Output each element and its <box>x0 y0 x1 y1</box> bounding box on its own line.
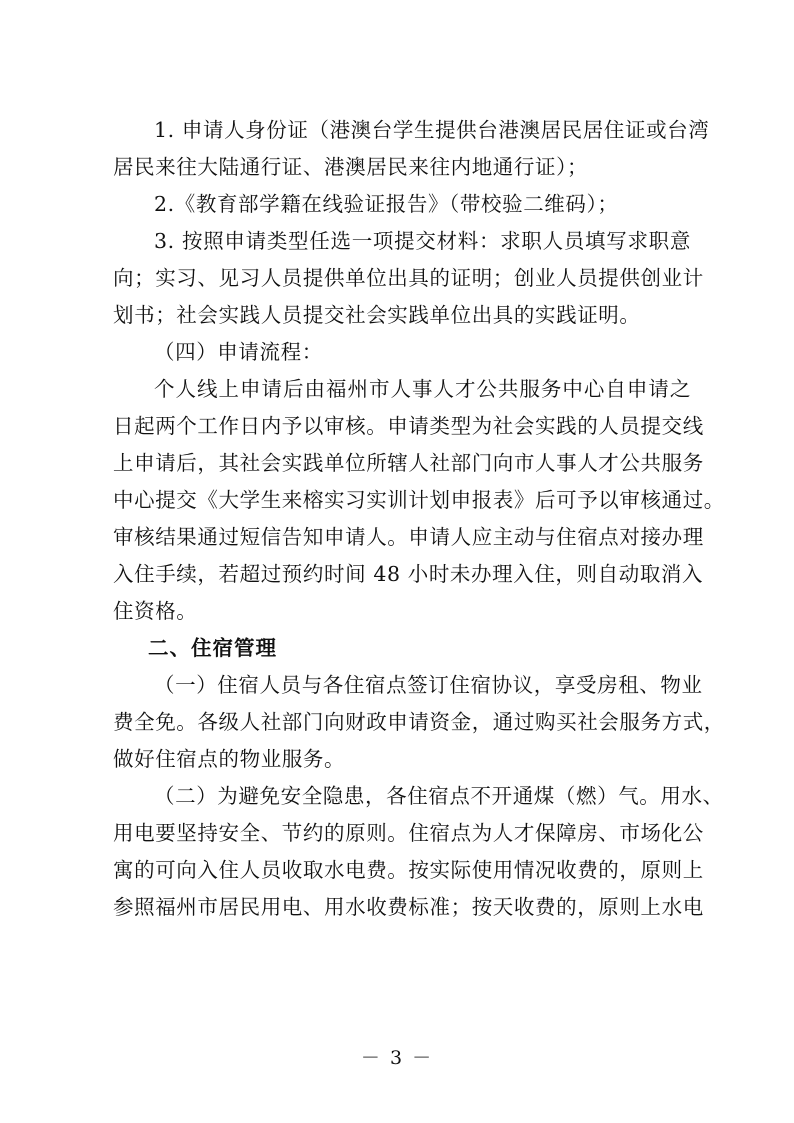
text-line: 参照福州市居民用电、用水收费标准；按天收费的，原则上水电 <box>113 895 704 919</box>
paragraph-subheading-4 <box>113 334 691 371</box>
paragraph-item-3 <box>113 223 704 334</box>
document-body <box>113 112 725 926</box>
paragraph-item-1 <box>113 112 710 186</box>
text-line: 1. 申请人身份证（港澳台学生提供台港澳居民居住证或台湾 <box>154 118 710 142</box>
text-line: 入住手续，若超过预约时间 48 小时未办理入住，则自动取消入 <box>113 562 704 586</box>
text-line: 个人线上申请后由福州市人事人才公共服务中心自申请之 <box>154 377 691 401</box>
text-line: 上申请后，其社会实践单位所辖人社部门向市人事人才公共服务 <box>113 451 704 475</box>
text-line: 日起两个工作日内予以审核。申请类型为社会实践的人员提交线 <box>113 414 704 438</box>
text-line: 审核结果通过短信告知申请人。申请人应主动与住宿点对接办理 <box>113 525 704 549</box>
paragraph-process <box>113 371 725 630</box>
text-line: 寓的可向入住人员收取水电费。按实际使用情况收费的，原则上 <box>113 858 704 882</box>
text-line: 划书；社会实践人员提交社会实践单位出具的实践证明。 <box>113 303 641 327</box>
paragraph-mgmt-2 <box>113 778 724 926</box>
text-line: 中心提交《大学生来榕实习实训计划申报表》后可予以审核通过。 <box>113 488 725 512</box>
text-line: （一）住宿人员与各住宿点签订住宿协议，享受房租、物业 <box>154 673 703 697</box>
paragraph-mgmt-1 <box>113 667 725 778</box>
text-line: 用电要坚持安全、节约的原则。住宿点为人才保障房、市场化公 <box>113 821 704 845</box>
text-line: 3. 按照申请类型任选一项提交材料：求职人员填写求职意 <box>154 229 691 253</box>
text-line: （二）为避免安全隐患，各住宿点不开通煤（燃）气。用水、 <box>154 784 724 808</box>
text-line: 费全免。各级人社部门向财政申请资金，通过购买社会服务方式， <box>113 710 725 734</box>
text-line: 居民来往大陆通行证、港澳居民来往内地通行证）； <box>113 155 589 179</box>
page-number: － 3 － <box>360 1047 434 1069</box>
text-line: 住资格。 <box>113 599 198 623</box>
section-heading: 二、住宿管理 <box>148 636 277 660</box>
text-line: 向；实习、见习人员提供单位出具的证明；创业人员提供创业计 <box>113 266 704 290</box>
text-line: （四）申请流程： <box>154 340 323 364</box>
text-line: 做好住宿点的物业服务。 <box>113 747 346 771</box>
paragraph-item-2 <box>113 186 691 223</box>
text-line: 2.《教育部学籍在线验证报告》（带校验二维码）； <box>154 192 619 216</box>
